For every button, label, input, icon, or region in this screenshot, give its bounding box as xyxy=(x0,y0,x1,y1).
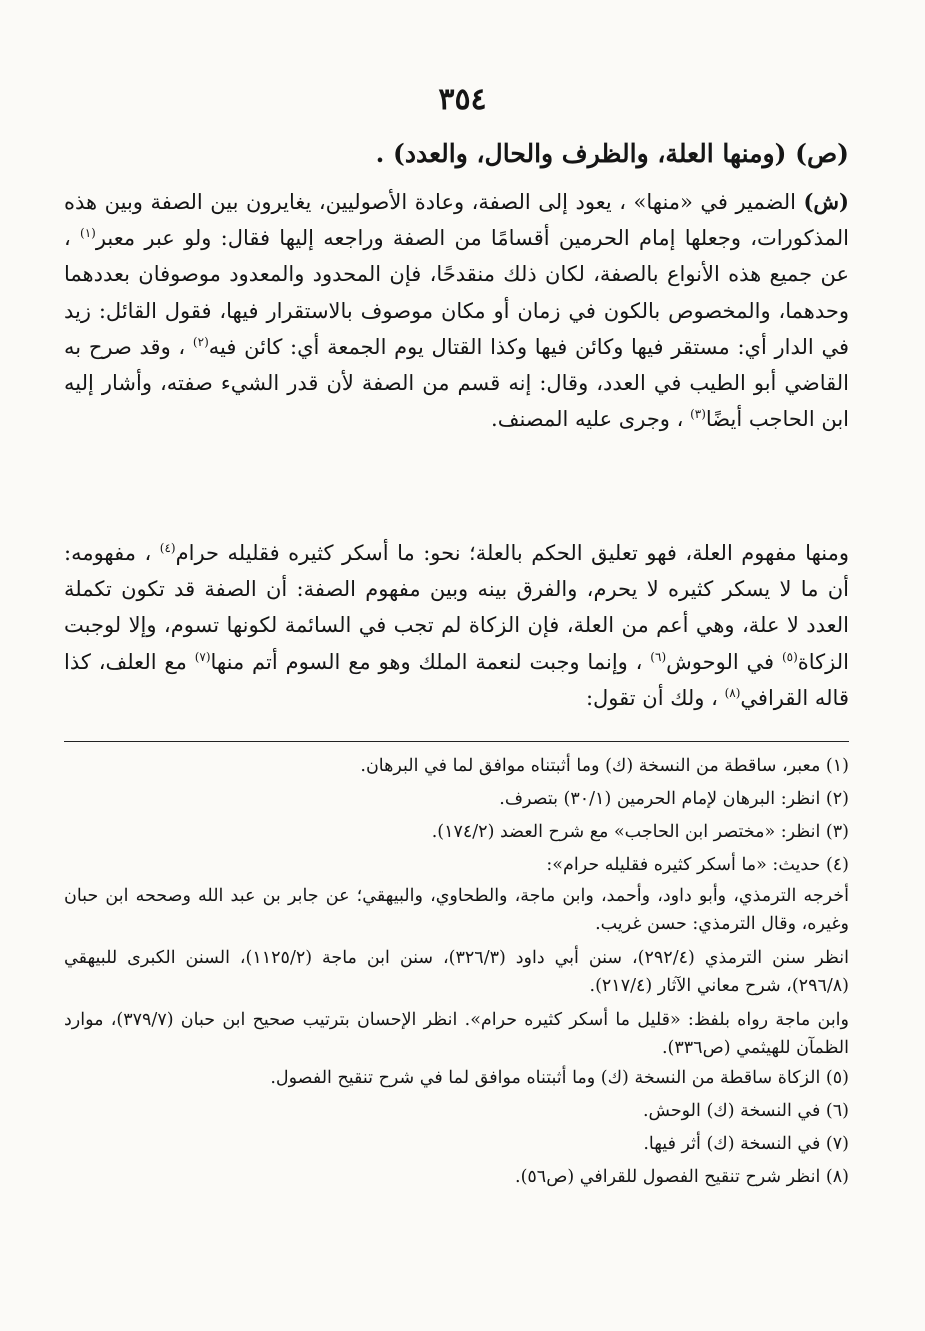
footnote-7: (٧) في النسخة (ك) أثر فيها. xyxy=(643,1134,849,1154)
paragraph-text: ، مفهومه: أن ما لا يسكر كثيره لا يحرم، والفرق بينه وبين مفهوم الصفة: أن الصفة قد تكون تكملة العدد لا علة، وهي أعم من العلة، فإن الزكاة لم تجب في السائمة لكونها تسوم، وإلا لوجبت الزكاة xyxy=(64,541,849,674)
paragraph-text: مع العلف، كذا قاله القرافي xyxy=(64,649,849,710)
paragraph-text: ، وجرى عليه المصنف. xyxy=(491,407,691,432)
footnote-ref-5[interactable]: (٥) xyxy=(781,649,798,664)
paragraph-text: ، عن جميع هذه الأنواع بالصفة، لكان ذلك منقدحًا، فإن المحدود والمعدود موصوفان بعددهما وحدهما، والمخصوص بالكون في زمان أو مكان موصوف بالاستقرار فيها، فقول القائل: زيد في الدار أي: مستقر فيها وكائن فيها وكذا القتال يوم الجمعة أي: كائن فيه xyxy=(64,226,849,359)
footnote-5: (٥) الزكاة ساقطة من النسخة (ك) وما أثبتناه موافق لما في شرح تنقيح الفصول. xyxy=(270,1068,849,1088)
page-number: ٣٥٤ xyxy=(438,82,487,117)
footnote-3: (٣) انظر: «مختصر ابن الحاجب» مع شرح العضد (١٧٤/٢). xyxy=(431,822,849,842)
footnote-divider xyxy=(64,741,849,742)
footnote-8: (٨) انظر شرح تنقيح الفصول للقرافي (ص٥٦). xyxy=(515,1167,849,1187)
footnote-2: (٢) انظر: البرهان لإمام الحرمين (٣٠/١) بتصرف. xyxy=(499,789,849,809)
footnote-4-takhrij: أخرجه الترمذي، وأبو داود، وأحمد، وابن ماجة، والطحاوي، والبيهقي؛ عن جابر بن عبد الله وصححه ابن حبان وغيره، وقال الترمذي: حسن غريب. xyxy=(64,886,849,934)
paragraph-text: ومنها مفهوم العلة، فهو تعليق الحكم بالعلة؛ نحو: ما أسكر كثيره فقليله حرام xyxy=(175,541,849,565)
paragraph-text: ، ولك أن تقول: xyxy=(585,685,725,710)
footnote-ref-8[interactable]: (٨) xyxy=(724,685,741,700)
commentary-paragraph xyxy=(64,184,849,437)
paragraph-text: ، وقد صرح به القاضي أبو الطيب في العدد، وقال: إنه قسم من الصفة لأن قدر الشيء صفته، وأشار إليه ابن الحاجب أيضًا xyxy=(64,334,849,432)
paragraph-lead-marker: (ش) xyxy=(803,189,849,214)
footnote-ref-2[interactable]: (٢) xyxy=(192,334,209,349)
body-paragraph xyxy=(64,535,849,716)
paragraph-text: الضمير في «منها» ، يعود إلى الصفة، وعادة الأصوليين، يغايرون بين الصفة وبين هذه المذكورات، وجعلها إمام الحرمين أقسامًا من الصفة وراجعه إليها فقال: ولو عبر معبر xyxy=(64,190,849,251)
footnote-4-sources: انظر سنن الترمذي (٢٩٢/٤)، سنن أبي داود (٣٢٦/٣)، سنن ابن ماجة (١١٢٥/٢)، السنن الكبرى للبيهقي (٢٩٦/٨)، شرح معاني الآثار (٢١٧/٤). xyxy=(64,948,850,996)
paragraph-text: ، وإنما وجبت لنعمة الملك وهو مع السوم أتم منها xyxy=(210,649,651,674)
footnote-ref-6[interactable]: (٦) xyxy=(650,649,667,664)
footnote-ref-1[interactable]: (١) xyxy=(80,226,96,241)
footnote-ref-3[interactable]: (٣) xyxy=(690,407,706,422)
footnote-ref-7[interactable]: (٧) xyxy=(194,649,211,664)
footnote-ref-4[interactable]: (٤) xyxy=(159,541,176,555)
footnotes xyxy=(64,750,849,1194)
footnote-6: (٦) في النسخة (ك) الوحش. xyxy=(642,1101,849,1121)
paragraph-text: في الوحوش xyxy=(666,649,782,674)
footnote-4-variant: وابن ماجة رواه بلفظ: «قليل ما أسكر كثيره حرام». انظر الإحسان بترتيب صحيح ابن حبان (٣٧٩/٧)، موارد الظمآن للهيثمي (ص٣٣٦). xyxy=(64,1010,849,1058)
footnote-4: (٤) حديث: «ما أسكر كثيره فقليله حرام»: xyxy=(546,855,849,875)
section-heading: (ص) (ومنها العلة، والظرف والحال، والعدد) . xyxy=(375,139,849,168)
footnote-1: (١) معبر، ساقطة من النسخة (ك) وما أثبتناه موافق لما في البرهان. xyxy=(360,756,849,776)
